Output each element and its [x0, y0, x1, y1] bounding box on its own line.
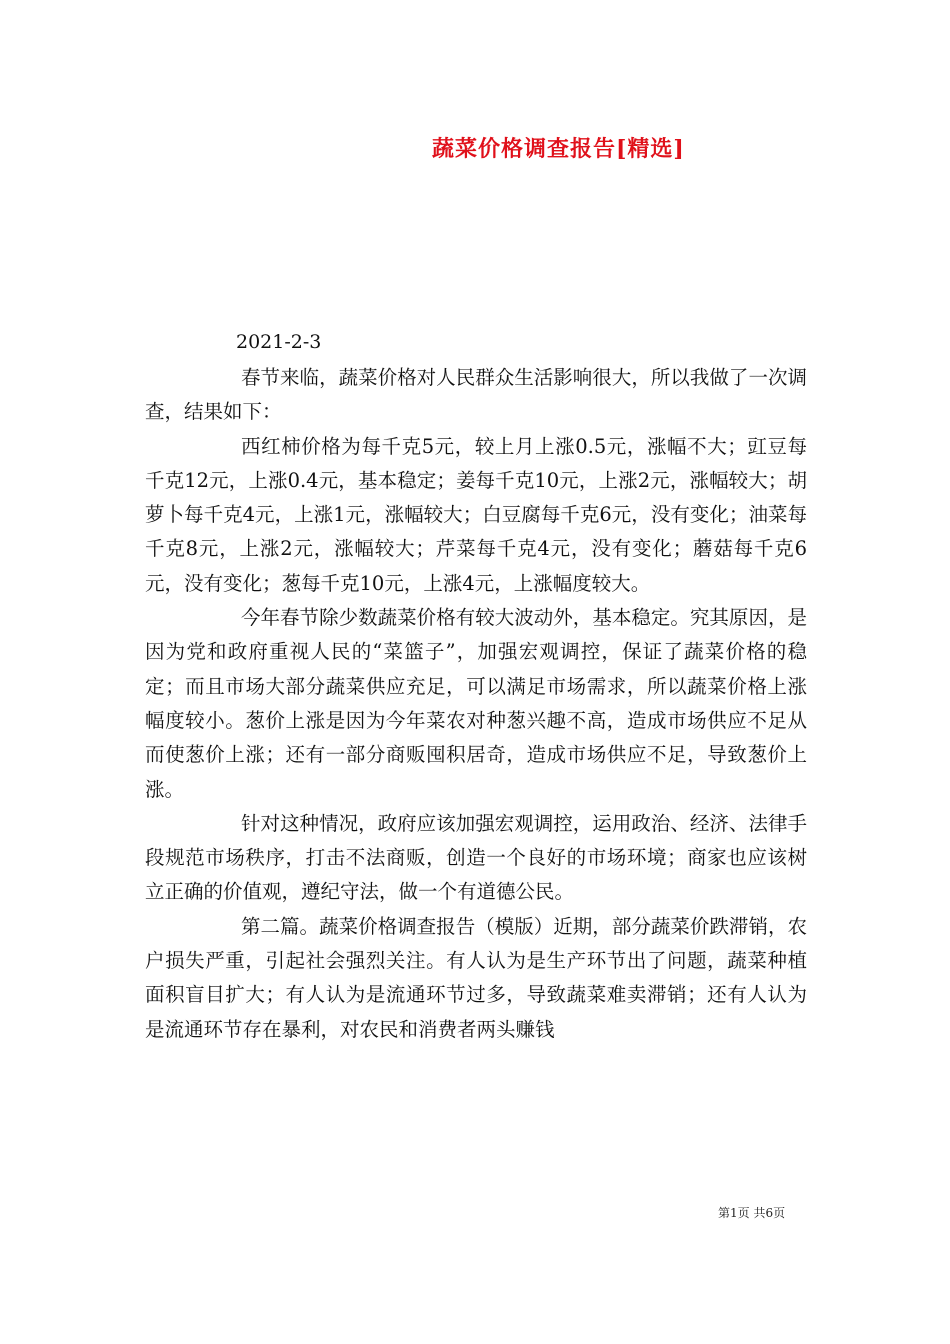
paragraph-prices: 西红柿价格为每千克5元，较上月上涨0.5元，涨幅不大；豇豆每千克12元，上涨0.4元，基本稳定；姜每千克10元，上涨2元，涨幅较大；胡萝卜每千克4元，上涨1元，涨幅较大；白豆腐每千克6元，没有变化；油菜每千克8元，上涨2元，涨幅较大；芹菜每千克4元，没有变化；蘑菇每千克6元，没有变化；葱每千克10元，上涨4元，上涨幅度较大。 [145, 434, 807, 595]
paragraph-analysis: 今年春节除少数蔬菜价格有较大波动外，基本稳定。究其原因，是因为党和政府重视人民的“菜篮子”，加强宏观调控，保证了蔬菜价格的稳定；而且市场大部分蔬菜供应充足，可以满足市场需求，所以蔬菜价格上涨幅度较小。葱价上涨是因为今年菜农对种葱兴趣不高，造成市场供应不足从而使葱价上涨；还有一部分商贩囤积居奇，造成市场供应不足，导致葱价上涨。 [145, 606, 807, 801]
paragraph-recommendation: 针对这种情况，政府应该加强宏观调控，运用政治、经济、法律手段规范市场秩序，打击不法商贩，创造一个良好的市场环境；商家也应该树立正确的价值观，遵纪守法，做一个有道德公民。 [145, 811, 807, 904]
document-title: 蔬菜价格调查报告[精选] [432, 136, 685, 162]
paragraph-second-report: 第二篇。蔬菜价格调查报告（模版）近期，部分蔬菜价跌滞销，农户损失严重，引起社会强烈关注。有人认为是生产环节出了问题，蔬菜种植面积盲目扩大；有人认为是流通环节过多，导致蔬菜难卖滞销；还有人认为是流通环节存在暴利，对农民和消费者两头赚钱 [145, 914, 807, 1041]
document-body [145, 361, 807, 1047]
page-number-footer: 第1页 共6页 [718, 1206, 786, 1220]
paragraph-intro: 春节来临，蔬菜价格对人民群众生活影响很大，所以我做了一次调查，结果如下： [145, 366, 807, 424]
document-date: 2021-2-3 [236, 331, 322, 353]
